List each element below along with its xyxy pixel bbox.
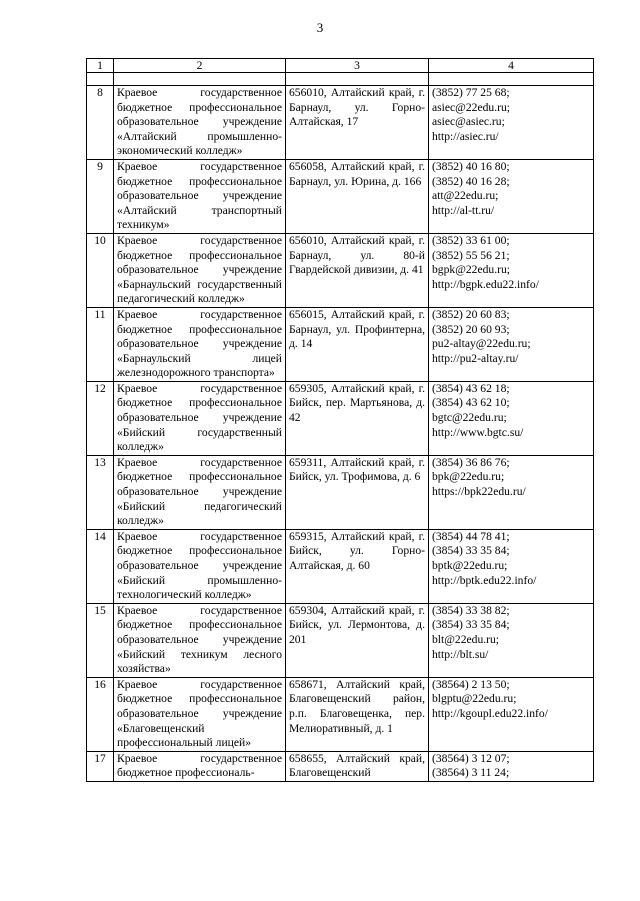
website-link[interactable]: http://bgpk.edu22.info/ [432, 277, 539, 291]
institution-name: Краевое государственное бюджетное профессиональное образовательное учреждение «Бийский техникум лесного хозяйства» [114, 603, 286, 677]
website-link[interactable]: http://bptk.edu22.info/ [432, 573, 537, 587]
email-address: bptk@22edu.ru; [432, 559, 508, 572]
institution-contacts [429, 233, 594, 307]
institution-address: 656010, Алтайский край, г. Барнаул, ул. 80-й Гвардейской дивизии, д. 41 [286, 233, 429, 307]
row-number: 15 [87, 603, 114, 677]
institution-contacts [429, 86, 594, 160]
institution-name: Краевое государственное бюджетное профессиональное образовательное учреждение «Барнаульский лицей железнодорожного транспорта» [114, 307, 286, 381]
institution-contacts [429, 603, 594, 677]
table-row [87, 86, 594, 160]
table-row [87, 307, 594, 381]
institution-name: Краевое государственное бюджетное профессиональное образовательное учреждение «Бийский педагогический колледж» [114, 455, 286, 529]
row-number: 9 [87, 159, 114, 233]
website-link[interactable]: http://www.bgtc.su/ [432, 425, 524, 439]
website-link[interactable]: http://pu2-altay.ru/ [432, 351, 519, 365]
phone-number: (3852) 33 61 00; [432, 233, 510, 247]
website-link[interactable]: http://asiec.ru/ [432, 129, 499, 143]
table-row [87, 381, 594, 455]
institution-address: 659315, Алтайский край, г. Бийск, ул. Горно-Алтайская, д. 60 [286, 529, 429, 603]
institution-address: 656010, Алтайский край, г. Барнаул, ул. Горно-Алтайская, 17 [286, 86, 429, 160]
row-number: 16 [87, 677, 114, 751]
institution-contacts [429, 307, 594, 381]
email-address: bgpk@22edu.ru; [432, 263, 510, 277]
email-address: bgtc@22edu.ru; [432, 411, 507, 425]
row-number: 17 [87, 751, 114, 781]
institution-contacts [429, 455, 594, 529]
institution-name: Краевое государственное бюджетное профессиональное образовательное учреждение «Алтайский транспортный техникум» [114, 159, 286, 233]
institution-address: 656058, Алтайский край, г. Барнаул, ул. Юрина, д. 166 [286, 159, 429, 233]
institution-name: Краевое государственное бюджетное профессиональное образовательное учреждение «Благовещенский профессиональный лицей» [114, 677, 286, 751]
institution-name: Краевое государственное бюджетное профессиональ- [114, 751, 286, 781]
institution-address: 658671, Алтайский край, Благовещенский район, р.п. Благовещенка, пер. Мелиоративный, д. 1 [286, 677, 429, 751]
phone-number: (3852) 77 25 68; [432, 86, 510, 99]
email-address: asiec@22edu.ru; [432, 100, 510, 114]
phone-number: (3854) 36 86 76; [432, 455, 510, 469]
institution-name: Краевое государственное бюджетное профессиональное образовательное учреждение «Барнаульский государственный педагогический колледж» [114, 233, 286, 307]
row-number: 11 [87, 307, 114, 381]
email-address: pu2-altay@22edu.ru; [432, 337, 531, 351]
table-header-row [87, 59, 594, 73]
table-row [87, 751, 594, 781]
phone-number: (3852) 55 56 21; [432, 248, 510, 262]
email-address: blgptu@22edu.ru; [432, 692, 517, 706]
institution-name: Краевое государственное бюджетное профессиональное образовательное учреждение «Бийский промышленно-технологический колледж» [114, 529, 286, 603]
table-spacer-row [87, 73, 594, 86]
institution-contacts [429, 751, 594, 781]
row-number: 8 [87, 86, 114, 160]
website-link[interactable]: https://bpk22edu.ru/ [432, 485, 526, 499]
row-number: 10 [87, 233, 114, 307]
email-address: asiec@asiec.ru; [432, 115, 505, 129]
phone-number: (3854) 44 78 41; [432, 529, 510, 543]
institutions-table [86, 58, 594, 782]
institution-name: Краевое государственное бюджетное профессиональное образовательное учреждение «Алтайский промышленно-экономический колледж» [114, 86, 286, 160]
institution-contacts [429, 381, 594, 455]
table-row [87, 603, 594, 677]
column-header-address: 3 [286, 59, 429, 73]
institution-contacts [429, 159, 594, 233]
phone-number: (3852) 40 16 28; [432, 174, 510, 188]
phone-number: (3854) 43 62 18; [432, 381, 510, 395]
institution-address: 659311, Алтайский край, г. Бийск, ул. Трофимова, д. 6 [286, 455, 429, 529]
table-row [87, 455, 594, 529]
row-number: 12 [87, 381, 114, 455]
row-number: 13 [87, 455, 114, 529]
phone-number: (3854) 33 35 84; [432, 618, 510, 632]
column-header-contacts: 4 [429, 59, 594, 73]
email-address: blt@22edu.ru; [432, 632, 500, 646]
column-header-name: 2 [114, 59, 286, 73]
email-address: bpk@22edu.ru; [432, 470, 505, 484]
table-row [87, 159, 594, 233]
phone-number: (3852) 20 60 93; [432, 322, 510, 336]
website-link[interactable]: http://kgoupl.edu22.info/ [432, 706, 548, 720]
institution-contacts [429, 677, 594, 751]
table-row [87, 529, 594, 603]
phone-number: (38564) 3 12 07; [432, 751, 510, 765]
row-number: 14 [87, 529, 114, 603]
email-address: att@22edu.ru; [432, 189, 499, 203]
institution-contacts [429, 529, 594, 603]
institution-address: 659305, Алтайский край, г. Бийск, пер. Мартьянова, д. 42 [286, 381, 429, 455]
institution-name: Краевое государственное бюджетное профессиональное образовательное учреждение «Бийский государственный колледж» [114, 381, 286, 455]
phone-number: (3852) 40 16 80; [432, 159, 510, 173]
institution-address: 659304, Алтайский край, г. Бийск, ул. Лермонтова, д. 201 [286, 603, 429, 677]
phone-number: (3854) 33 35 84; [432, 544, 510, 558]
column-header-number: 1 [87, 59, 114, 73]
phone-number: (3854) 43 62 10; [432, 396, 510, 410]
page-number: 3 [316, 20, 324, 35]
phone-number: (38564) 2 13 50; [432, 677, 510, 691]
table-row [87, 677, 594, 751]
website-link[interactable]: http://al-tt.ru/ [432, 203, 495, 217]
institution-address: 658655, Алтайский край, Благовещенский [286, 751, 429, 781]
phone-number: (3854) 33 38 82; [432, 603, 510, 617]
table-row [87, 233, 594, 307]
phone-number: (3852) 20 60 83; [432, 307, 510, 321]
institution-address: 656015, Алтайский край, г. Барнаул, ул. Профинтерна, д. 14 [286, 307, 429, 381]
phone-number: (38564) 3 11 24; [432, 766, 510, 780]
website-link[interactable]: http://blt.su/ [432, 647, 489, 661]
